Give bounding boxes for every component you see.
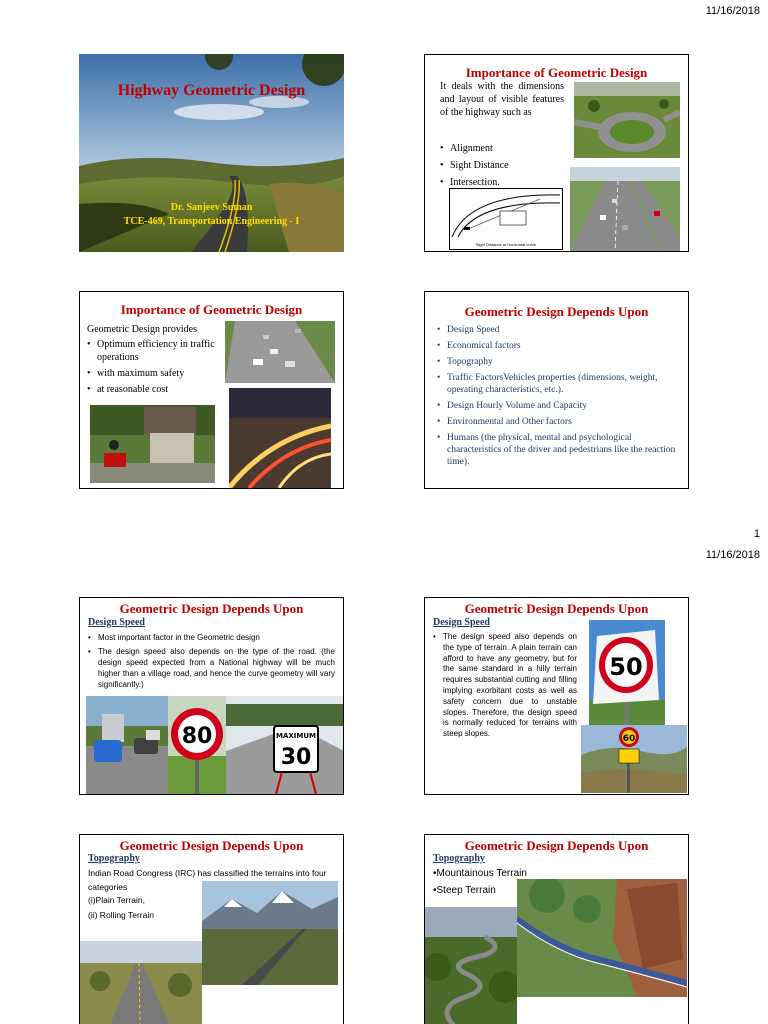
slide-depends-upon-list — [424, 291, 689, 489]
speed-sign-80 — [168, 696, 226, 794]
slide-design-speed-2 — [424, 597, 689, 795]
terrain-list-item: •Mountainous Terrain — [433, 868, 527, 879]
slide-heading: Geometric Design Depends Upon — [464, 838, 649, 853]
sign-50-text: 50 — [609, 653, 643, 681]
list-item: • Alignment — [440, 140, 509, 157]
slide-heading: Importance of Geometric Design — [120, 302, 303, 317]
mountain-valley-road-photo — [202, 881, 338, 985]
list-item: • Economical factors — [437, 340, 678, 352]
roundabout-photo — [574, 82, 680, 158]
list-item: • Most important factor in the Geometric design — [88, 632, 335, 643]
traffic-road-photo — [86, 696, 174, 794]
steep-cliff-road-photo — [517, 879, 687, 997]
diagram-caption: Sight Distance at Horizontal curve — [475, 242, 537, 247]
speed-sign-50-photo — [589, 620, 665, 730]
slide-subheading: Design Speed — [433, 617, 490, 628]
design-speed-list — [88, 632, 335, 690]
slide-heading: Geometric Design Depends Upon — [119, 601, 304, 616]
slide-course: TCE-469, Transportation Engineering - I — [123, 216, 300, 227]
slide-intro-text: Geometric Design provides — [87, 324, 197, 335]
slide-subheading: Design Speed — [88, 617, 145, 628]
factors-list — [437, 324, 678, 468]
list-item: • Humans (the physical, mental and psychological characteristics of the driver and pedestrians like the reaction time). — [437, 432, 678, 468]
list-item: • at reasonable cost — [87, 383, 222, 396]
sign-60-text: 60 — [622, 734, 636, 744]
slide-subheading: Topography — [88, 853, 140, 864]
plain-terrain-road-photo — [80, 941, 202, 1024]
highway-traffic-photo — [570, 167, 680, 251]
terrain-list-item: (i)Plain Terrain, — [88, 895, 146, 905]
slide-topography-1 — [79, 834, 344, 1024]
list-item: • Topography — [437, 356, 678, 368]
slide-importance-2 — [79, 291, 344, 489]
slide-heading: Geometric Design Depends Upon — [464, 304, 649, 319]
list-item: • Design Hourly Volume and Capacity — [437, 400, 678, 412]
slide-author: Dr. Sanjeev Suman — [170, 202, 253, 213]
page-date-middle: 11/16/2018 — [705, 549, 760, 561]
hill-road-sign-60-photo — [581, 725, 687, 793]
list-item: • Design Speed — [437, 324, 678, 336]
benefit-list — [87, 338, 222, 396]
slide-design-speed-1 — [79, 597, 344, 795]
page-number: 1 — [753, 528, 760, 540]
sight-distance-diagram — [449, 188, 563, 250]
slide-intro-text: Indian Road Congress (IRC) has classified the terrains into four categories — [88, 868, 327, 892]
list-item: • Traffic FactorsVehicles properties (dimensions, weight, operating characteristics, etc.). — [437, 372, 678, 396]
slide-topography-2 — [424, 834, 689, 1024]
maximum-speed-sign-photo — [226, 696, 344, 794]
slide-title — [79, 54, 344, 252]
terrain-list-item: (ii) Rolling Terrain — [88, 910, 154, 920]
list-item: • The design speed also depends on the type of terrain. A plain terrain can afford to have any geometry, but for the same standard in a hilly terrain requires substantial cutting and filling implying exorbitant costs as well as safety concern due to unstable slopes. Therefore, the design speed is normally reduced for terrains with steep slopes. — [433, 632, 577, 740]
list-item: • Intersection. — [440, 174, 509, 191]
sign-80-text: 80 — [181, 724, 213, 749]
motorbike-rural-road-photo — [90, 405, 215, 483]
list-item: • Sight Distance — [440, 157, 509, 174]
slide-subheading: Topography — [433, 853, 485, 864]
feature-list — [440, 140, 509, 191]
page-date-top: 11/16/2018 — [705, 5, 760, 17]
slide-importance-1 — [424, 54, 689, 252]
slide-intro-text: It deals with the dimensions and layout of visible features of the highway such as — [440, 81, 564, 118]
terrain-list-item: •Steep Terrain — [433, 885, 496, 896]
mountain-switchback-road-photo — [425, 907, 517, 1024]
slide-heading: Geometric Design Depends Upon — [464, 601, 649, 616]
list-item: • The design speed also depends on the type of the road. (the design speed expected from a National highway will be much higher than a village road, and hence the curve geometry will vary significantly.) — [88, 646, 335, 690]
list-item: • Optimum efficiency in traffic operations — [87, 338, 222, 364]
list-item: • Environmental and Other factors — [437, 416, 678, 428]
slide-heading: Importance of Geometric Design — [465, 65, 648, 80]
terrain-speed-list — [433, 632, 577, 740]
slide-heading: Geometric Design Depends Upon — [119, 838, 304, 853]
freeway-photo — [225, 321, 335, 383]
sign-max-label: MAXIMUM — [275, 732, 317, 740]
list-item: • with maximum safety — [87, 367, 222, 380]
sign-30-text: 30 — [280, 745, 312, 770]
slide-title-heading: Highway Geometric Design — [117, 82, 306, 99]
night-traffic-photo — [229, 388, 331, 488]
